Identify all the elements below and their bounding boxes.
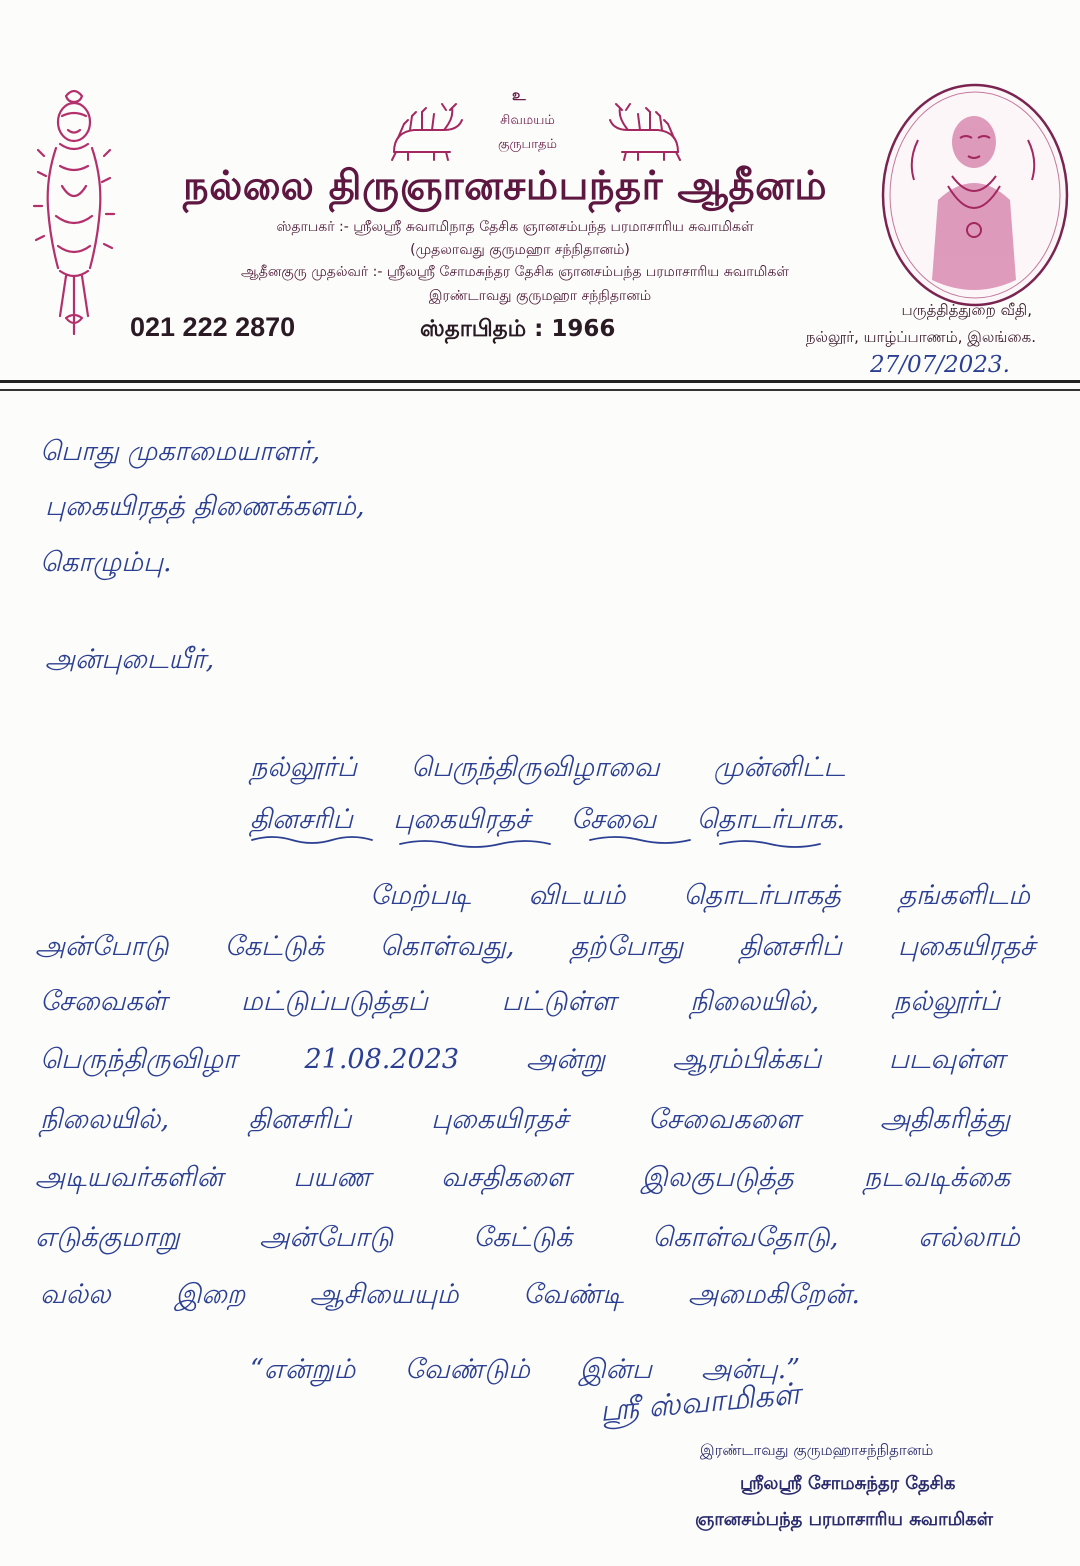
gurupatham-text: குருபாதம் bbox=[498, 137, 557, 152]
stamp-line: ஸ்ரீலஸ்ரீ சோமசுந்தர தேசிக bbox=[740, 1473, 956, 1494]
recipient-line: பொது முகாமையாளர், bbox=[40, 436, 321, 467]
established-year: ஸ்தாபிதம் : 1966 bbox=[420, 316, 616, 342]
body-line: எடுக்குமாறு அன்போடு கேட்டுக் கொள்வதோடு, எல்லாம் bbox=[35, 1222, 1020, 1253]
nandi-bull-icon bbox=[384, 100, 474, 162]
address-line-1: பருத்தித்துறை வீதி, bbox=[901, 301, 1032, 319]
founder-line: ஸ்தாபகர் :- ஸ்ரீலஸ்ரீ சுவாமிநாத தேசிக ஞானசம்பந்த பரமாசாரிய சுவாமிகள் bbox=[276, 219, 754, 235]
recipient-line: கொழும்பு. bbox=[40, 547, 172, 578]
portrait-frame-icon bbox=[878, 80, 1072, 310]
stamp-line: இரண்டாவது குருமஹாசந்நிதானம் bbox=[700, 1441, 934, 1459]
body-line: நிலையில், தினசரிப் புகையிரதச் சேவைகளை அதிகரித்து bbox=[40, 1104, 1010, 1135]
nandi-bull-icon bbox=[598, 100, 688, 162]
institution-title: நல்லை திருஞானசம்பந்தர் ஆதீனம் bbox=[182, 163, 828, 209]
head-title-line: இரண்டாவது குருமஹா சந்நிதானம் bbox=[428, 288, 652, 304]
founder-title-line: (முதலாவது குருமஹா சந்நிதானம்) bbox=[410, 242, 630, 258]
sivamayam-text: சிவமயம் bbox=[500, 113, 555, 128]
recipient-line: புகையிரதத் திணைக்களம், bbox=[45, 491, 365, 522]
subject-underline bbox=[250, 832, 850, 854]
subject-line: நல்லூர்ப் பெருந்திருவிழாவை முன்னிட்ட bbox=[250, 752, 845, 783]
body-line: மேற்படி விடயம் தொடர்பாகத் தங்களிடம் bbox=[370, 880, 1030, 911]
subject-line: தினசரிப் புகையிரதச் சேவை தொடர்பாக. bbox=[250, 804, 845, 835]
body-line: அன்போடு கேட்டுக் கொள்வது, தற்போது தினசரிப் புகையிரதச் bbox=[35, 931, 1035, 962]
head-line: ஆதீனகுரு முதல்வர் :- ஸ்ரீலஸ்ரீ சோமசுந்தர தேசிக ஞானசம்பந்த பரமாசாரிய சுவாமிகள் bbox=[241, 264, 789, 280]
closing-quote: “என்றும் வேண்டும் இன்ப அன்பு.” bbox=[250, 1354, 800, 1385]
body-line: பெருந்திருவிழா 21.08.2023 அன்று ஆரம்பிக்கப் படவுள்ள bbox=[40, 1044, 1005, 1075]
invocation-mark: உ bbox=[512, 86, 526, 104]
phone-number: 021 222 2870 bbox=[130, 312, 296, 342]
body-line: வல்ல இறை ஆசியையும் வேண்டி அமைகிறேன். bbox=[40, 1279, 860, 1310]
body-line: சேவைகள் மட்டுப்படுத்தப் பட்டுள்ள நிலையில், நல்லூர்ப் bbox=[40, 986, 1000, 1017]
saint-figure-icon bbox=[26, 86, 122, 342]
body-line: அடியவர்களின் பயண வசதிகளை இலகுபடுத்த நடவடிக்கை bbox=[35, 1162, 1010, 1193]
salutation: அன்புடையீர், bbox=[45, 644, 215, 675]
letterhead-rule-thick bbox=[0, 380, 1080, 383]
signature: ஸ்ரீ ஸ்வாமிகள் bbox=[598, 1376, 802, 1429]
address-line-2: நல்லூர், யாழ்ப்பாணம், இலங்கை. bbox=[805, 328, 1036, 346]
letterhead-rule-thin bbox=[0, 389, 1080, 391]
letter-date: 27/07/2023. bbox=[868, 350, 1012, 381]
stamp-line: ஞானசம்பந்த பரமாசாரிய சுவாமிகள் bbox=[695, 1509, 994, 1530]
